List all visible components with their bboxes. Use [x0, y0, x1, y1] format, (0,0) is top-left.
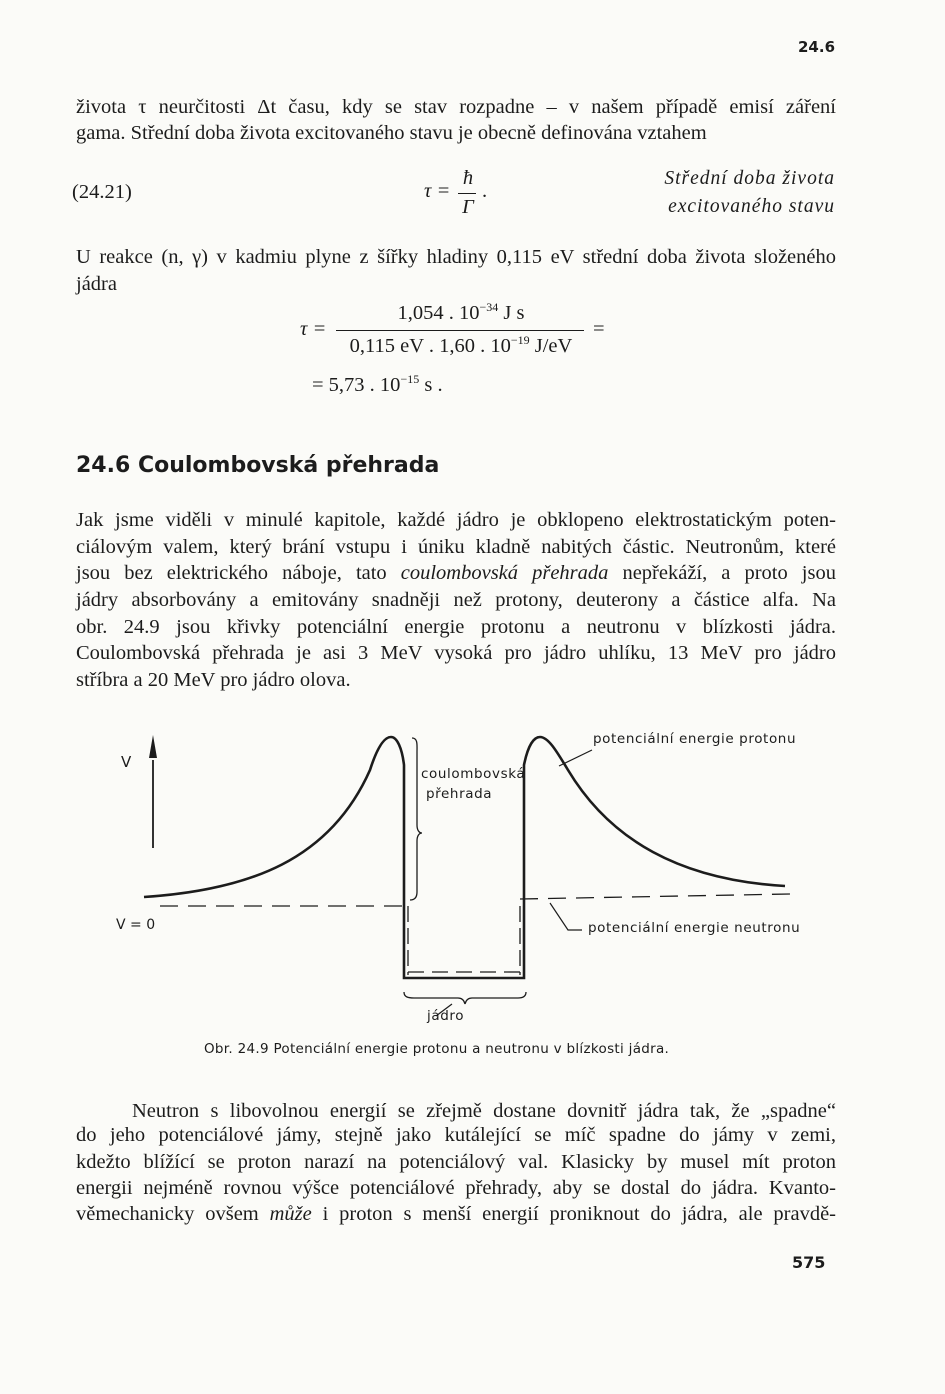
label-proton-potential: potenciální energie protonu — [593, 731, 797, 747]
paragraph-line: Coulombovská přehrada je asi 3 MeV vysoká pro jádro uhlíku, 13 MeV pro jádro — [76, 642, 836, 664]
v-axis-arrow — [149, 735, 157, 758]
paragraph-line: jádra — [76, 273, 117, 295]
label-nucleus: jádro — [427, 1008, 465, 1024]
text-run: jsou bez elektrického náboje, tato — [76, 562, 401, 584]
axis-label-v: V — [121, 753, 132, 771]
text-run: věmechanicky ovšem — [76, 1203, 270, 1225]
section-header-number: 24.6 — [798, 38, 836, 56]
numerator-exponent: −34 — [479, 300, 499, 314]
equation-lhs: τ = — [300, 318, 327, 340]
paragraph-line: energii nejméně rovnou výšce potenciálové přehrady, aby se dostal do jádra. Kvanto- — [76, 1177, 836, 1199]
label-neutron-potential: potenciální energie neutronu — [588, 920, 801, 936]
numerator-mantissa: 1,054 . 10 — [397, 302, 480, 324]
paragraph-line: U reakce (n, γ) v kadmiu plyne z šířky hladiny 0,115 eV střední doba života složeného — [76, 246, 836, 268]
equation-numerator: ħ — [462, 167, 474, 189]
paragraph-line: stříbra a 20 MeV pro jádro olova. — [76, 669, 351, 691]
result-mantissa: = 5,73 . 10 — [312, 374, 401, 396]
result-exponent: −15 — [400, 372, 420, 386]
neutron-potential-level — [520, 894, 790, 899]
denominator-mantissa: 0,115 eV . 1,60 . 10 — [349, 335, 511, 357]
paragraph-line: obr. 24.9 jsou křivky potenciální energie protonu a neutronu v blízkosti jádra. — [76, 616, 836, 638]
label-coulomb-barrier: coulombovská — [421, 766, 526, 782]
equation-number: (24.21) — [72, 181, 132, 203]
paragraph-line — [76, 1203, 836, 1226]
equation-rhs: = — [593, 318, 605, 340]
paragraph-line: ciálovým valem, který brání vstupu i úniku kladně nabitých částic. Neutronům, které — [76, 536, 836, 558]
paragraph-line: Jak jsme viděli v minulé kapitole, každé jádro je obklopeno elektrostatickým poten- — [76, 509, 836, 531]
emphasis: může — [269, 1203, 312, 1225]
denominator-unit: J/eV — [529, 335, 573, 357]
paragraph-line: života τ neurčitosti Δt času, kdy se stav rozpadne – v našem případě emisí záření — [76, 96, 836, 118]
numerator-unit: J s — [498, 302, 525, 324]
paragraph-line: jádry absorbovány a emitovány snadněji než protony, deuterony a částice alfa. Na — [76, 589, 836, 611]
emphasis: coulombovská přehrada — [400, 562, 609, 584]
barrier-brace — [410, 738, 422, 900]
margin-note: excitovaného stavu — [668, 196, 835, 217]
neutron-label-leader — [550, 903, 582, 930]
text-run: nepřekáží, a proto jsou — [608, 562, 836, 584]
axis-label-v-zero: V = 0 — [116, 917, 156, 933]
equation-suffix: . — [482, 180, 488, 202]
neutron-potential-well — [408, 906, 520, 975]
equation-lhs: τ = — [424, 180, 451, 202]
result-unit: s . — [419, 374, 443, 396]
margin-note: Střední doba života — [664, 168, 835, 189]
figure-caption: Obr. 24.9 Potenciální energie protonu a neutronu v blízkosti jádra. — [204, 1041, 670, 1057]
paragraph-line: gama. Střední doba života excitovaného stavu je obecně definována vztahem — [76, 122, 707, 144]
page-number: 575 — [792, 1253, 826, 1272]
equation-denominator: Γ — [462, 196, 474, 218]
text-run: i proton s menší energií proniknout do jádra, ale pravdě- — [311, 1203, 836, 1225]
denominator-exponent: −19 — [510, 333, 530, 347]
label-coulomb-barrier: přehrada — [426, 786, 493, 802]
proton-label-leader — [559, 750, 592, 766]
paragraph-line: do jeho potenciálové jámy, stejně jako kutálející se míč spadne do jámy v zemi, — [76, 1124, 836, 1146]
section-title: 24.6 Coulombovská přehrada — [76, 453, 440, 478]
nucleus-brace — [404, 992, 526, 1004]
paragraph-line: kdežto blížící se proton narazí na potenciálový val. Klasicky by musel mít proton — [76, 1151, 836, 1173]
paragraph-line: Neutron s libovolnou energií se zřejmě dostane dovnitř jádra tak, že „spadne“ — [132, 1100, 836, 1122]
